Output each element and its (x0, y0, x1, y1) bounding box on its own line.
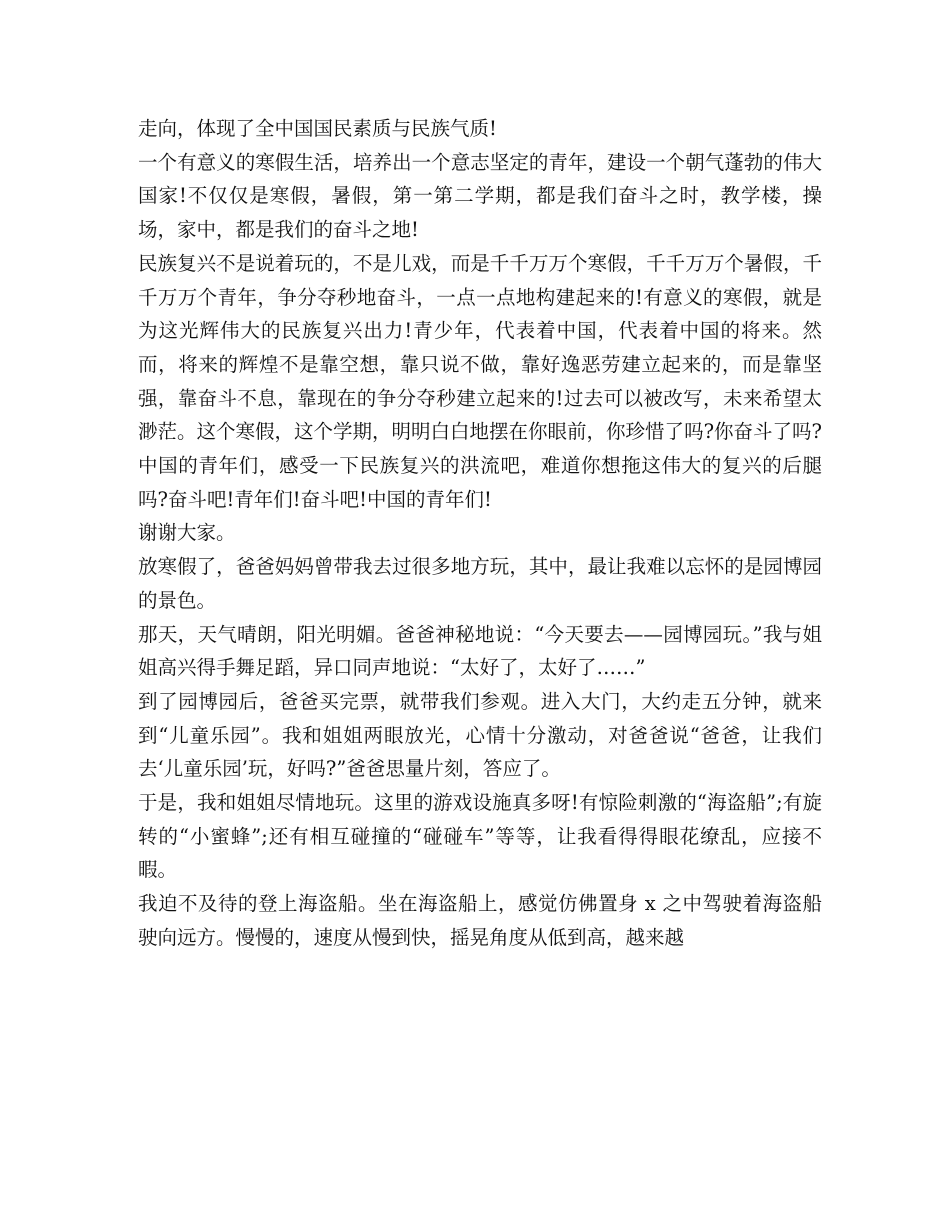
paragraph-4: 谢谢大家。 (138, 521, 236, 545)
paragraph-5: 放寒假了，爸爸妈妈曾带我去过很多地方玩，其中，最让我难以忘怀的是园博园的景色。 (138, 555, 822, 612)
paragraph-9: 我迫不及待的登上海盗船。坐在海盗船上，感觉仿佛置身 x 之中驾驶着海盗船驶向远方。慢慢的，速度从慢到快，摇晃角度从低到高，越来越 (138, 892, 822, 949)
paragraph-6: 那天，天气晴朗，阳光明媚。爸爸神秘地说：“今天要去——园博园玩。”我与姐姐高兴得手舞足蹈，异口同声地说：“太好了，太好了……” (138, 622, 822, 680)
paragraph-8: 于是，我和姐姐尽情地玩。这里的游戏设施真多呀!有惊险刺激的“海盗船”;有旋转的“小蜜蜂”;还有相互碰撞的“碰碰车”等等，让我看得得眼花缭乱，应接不暇。 (138, 791, 822, 882)
paragraph-2: 一个有意义的寒假生活，培养出一个意志坚定的青年，建设一个朝气蓬勃的伟大国家!不仅仅是寒假，暑假，第一第二学期，都是我们奋斗之时，教学楼，操场，家中，都是我们的奋斗之地! (138, 150, 822, 242)
paragraph-3: 民族复兴不是说着玩的，不是儿戏，而是千千万万个寒假，千千万万个暑假，千千万万个青年，争分夺秒地奋斗，一点一点地构建起来的!有意义的寒假，就是为这光辉伟大的民族复兴出力!青少年，代表着中国，代表着中国的将来。然而，将来的辉煌不是靠空想，靠只说不做，靠好逸恶劳建立起来的，而是靠坚强，靠奋斗不息，靠现在的争分夺秒建立起来的!过去可以被改写，未来希望太渺茫。这个寒假，这个学期，明明白白地摆在你眼前，你珍惜了吗?你奋斗了吗?中国的青年们，感受一下民族复兴的洪流吧，难道你想拖这伟大的复兴的后腿吗?奋斗吧!青年们!奋斗吧!中国的青年们! (138, 251, 822, 511)
paragraph-1: 走向，体现了全中国国民素质与民族气质! (138, 117, 497, 140)
paragraph-7: 到了园博园后，爸爸买完票，就带我们参观。进入大门，大约走五分钟，就来到“儿童乐园”。我和姐姐两眼放光，心情十分激动，对爸爸说“爸爸，让我们去‘儿童乐园’玩，好吗?”爸爸思量片刻，答应了。 (138, 689, 822, 781)
document-body (138, 112, 822, 955)
